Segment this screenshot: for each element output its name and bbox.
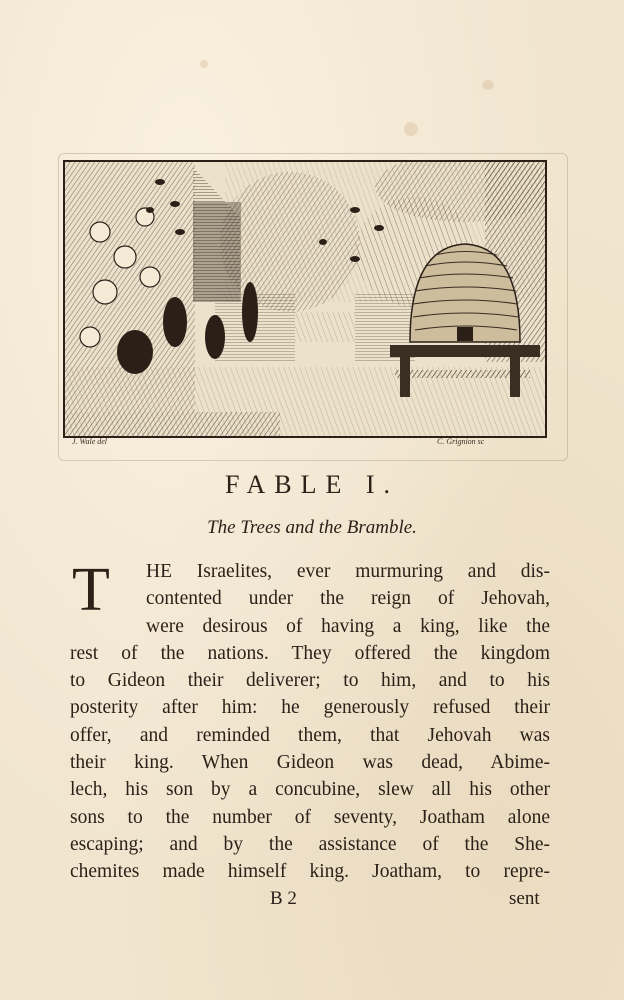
engraving-illustration bbox=[63, 160, 547, 438]
text-line: to Gideon their deliverer; to him, and to his bbox=[70, 670, 550, 692]
foxing-spot bbox=[482, 80, 494, 90]
text-line: their king. When Gideon was dead, Abime- bbox=[70, 752, 550, 774]
text-line: contented under the reign of Jehovah, bbox=[146, 588, 550, 610]
foxing-spot bbox=[200, 60, 208, 68]
fable-body bbox=[70, 558, 550, 886]
drop-cap: T bbox=[72, 556, 110, 624]
text-line: sons to the number of seventy, Joatham alone bbox=[70, 806, 550, 828]
catchword: sent bbox=[509, 888, 540, 909]
engraver-credit: C. Grignion sc bbox=[437, 437, 485, 446]
text-line: HE Israelites, ever murmuring and dis- bbox=[146, 561, 550, 582]
text-line: posterity after him: he generously refused their bbox=[70, 697, 550, 719]
text-line: chemites made himself king. Joatham, to repre- bbox=[70, 861, 550, 883]
artist-credit: J. Wale del bbox=[72, 437, 108, 446]
signature-mark: B 2 bbox=[270, 888, 297, 909]
foxing-spot bbox=[404, 122, 418, 136]
fable-subtitle: The Trees and the Bramble. bbox=[207, 517, 417, 538]
text-line: escaping; and by the assistance of the She- bbox=[70, 833, 550, 855]
text-line: offer, and reminded them, that Jehovah was bbox=[70, 724, 550, 746]
text-line: were desirous of having a king, like the bbox=[146, 615, 550, 637]
text-line: rest of the nations. They offered the kingdom bbox=[70, 642, 550, 664]
fable-title: FABLE I. bbox=[224, 470, 400, 499]
text-line: lech, his son by a concubine, slew all his other bbox=[70, 779, 550, 801]
